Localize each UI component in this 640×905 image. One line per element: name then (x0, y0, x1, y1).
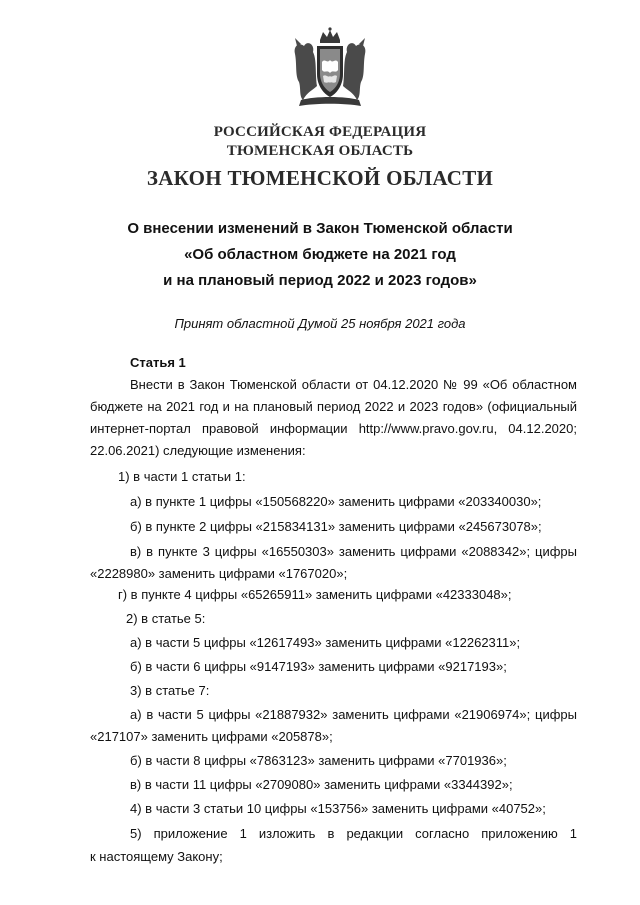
article-line: «217107» заменить цифрами «205878»; (90, 729, 333, 744)
article-line: «2228980» заменить цифрами «1767020»; (90, 566, 348, 581)
article-line: 22.06.2021) следующие изменения: (90, 443, 306, 458)
article-line: к настоящему Закону; (90, 849, 223, 864)
coat-of-arms-emblem (287, 26, 373, 112)
article-heading: Статья 1 (130, 355, 186, 370)
article-line: а) в части 5 цифры «12617493» заменить цифрами «12262311»; (130, 635, 521, 650)
article-line: Внести в Закон Тюменской области от 04.12.2020 № 99 «Об областном (130, 377, 577, 392)
article-line: в) в части 11 цифры «2709080» заменить цифрами «3344392»; (130, 777, 513, 792)
article-line: 1) в части 1 статьи 1: (118, 469, 246, 484)
article-line: 2) в статье 5: (126, 611, 206, 626)
law-title-line: и на плановый период 2022 и 2023 годов» (163, 272, 477, 289)
article-line: 3) в статье 7: (130, 683, 210, 698)
article-line: в) в пункте 3 цифры «16550303» заменить цифрами «2088342»; цифры (130, 544, 577, 559)
region-header: ТЮМЕНСКАЯ ОБЛАСТЬ (226, 143, 414, 159)
law-title-line: «Об областном бюджете на 2021 год (184, 246, 456, 263)
adoption-note: Принят областной Думой 25 ноября 2021 года (174, 316, 466, 331)
law-title (0, 216, 640, 294)
article-line: б) в пункте 2 цифры «215834131» заменить цифрами «245673078»; (130, 519, 542, 534)
law-title-line: О внесении изменений в Закон Тюменской области (127, 220, 513, 237)
article-line: б) в части 8 цифры «7863123» заменить цифрами «7701936»; (130, 753, 507, 768)
article-line: интернет-портал правовой информации http://www.pravo.gov.ru, 04.12.2020; (90, 421, 577, 436)
article-line: 5) приложение 1 изложить в редакции согласно приложению 1 (130, 826, 577, 841)
article-line: 4) в части 3 статьи 10 цифры «153756» заменить цифрами «40752»; (130, 801, 546, 816)
article-line: а) в пункте 1 цифры «150568220» заменить цифрами «203340030»; (130, 494, 542, 509)
article-line: г) в пункте 4 цифры «65265911» заменить цифрами «42333048»; (118, 587, 512, 602)
country-header: РОССИЙСКАЯ ФЕДЕРАЦИЯ (213, 124, 427, 140)
article-line: б) в части 6 цифры «9147193» заменить цифрами «9217193»; (130, 659, 507, 674)
article-line: бюджете на 2021 год и на плановый период 2022 и 2023 годов» (официальный (90, 399, 577, 414)
article-line: а) в части 5 цифры «21887932» заменить цифрами «21906974»; цифры (130, 707, 577, 722)
law-kind-heading: ЗАКОН ТЮМЕНСКОЙ ОБЛАСТИ (146, 166, 494, 190)
